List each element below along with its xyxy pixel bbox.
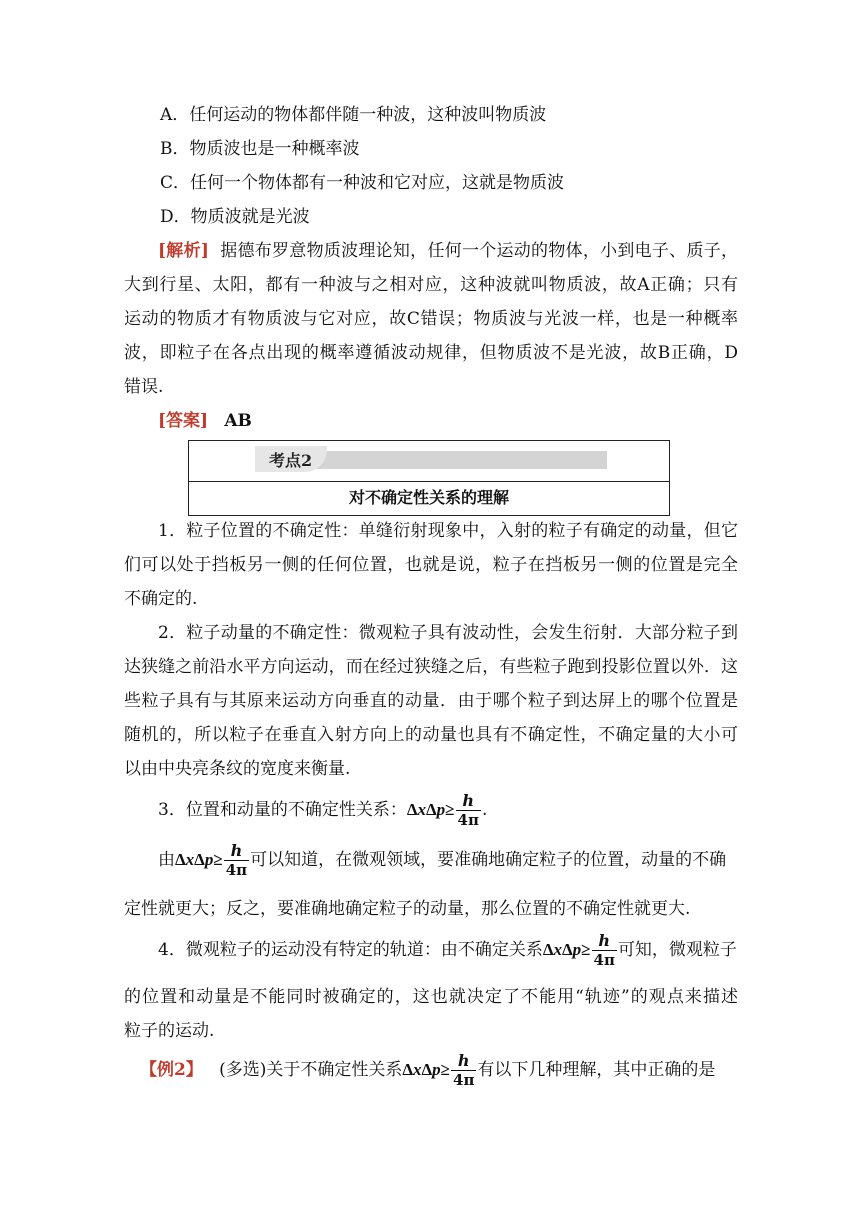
answer-tag: [答案] bbox=[158, 411, 209, 431]
point-1-line-1: 1．粒子位置的不确定性：单缝衍射现象中，入射的粒子有确定的动量，但它 bbox=[158, 521, 738, 541]
point-3-line-3: 定性就更大；反之，要准确地确定粒子的动量，那么位置的不确定性就更大. bbox=[124, 899, 691, 919]
analysis-line-4: 波，即粒子在各点出现的概率遵循波动规律，但物质波不是光波，故B正确，D bbox=[124, 343, 738, 363]
point-1-line-3: 不确定的. bbox=[124, 589, 198, 609]
uncertainty-formula: ΔxΔp≥ bbox=[175, 850, 223, 869]
h-over-4pi: $\frac{h}{4\pi}$ bbox=[225, 841, 248, 879]
option-c: C．任何一个物体都有一种波和它对应，这就是物质波 bbox=[160, 173, 565, 193]
h-over-4pi: $\frac{h}{4\pi}$ bbox=[453, 1051, 475, 1089]
example-tag: 【例2】 bbox=[140, 1060, 203, 1080]
section-box bbox=[188, 440, 670, 516]
point-4-line-2: 的位置和动量是不能同时被确定的，这也就决定了不能用“轨迹”的观点来描述 bbox=[124, 987, 738, 1007]
point-4-line-3: 粒子的运动. bbox=[124, 1021, 215, 1041]
uncertainty-formula: ΔxΔp≥ bbox=[402, 1060, 451, 1079]
answer-line bbox=[158, 410, 252, 432]
point-4-line-1: 4．微观粒子的运动没有特定的轨道：由不确定关系ΔxΔp≥ $\frac{h}{4\pi}$ 可知，微观粒子 bbox=[158, 931, 737, 969]
uncertainty-formula: ΔxΔp≥ bbox=[542, 940, 591, 959]
point-3-line-1: 3．位置和动量的不确定性关系：ΔxΔp≥ $\frac{h}{4\pi}$ . bbox=[158, 791, 488, 829]
example-2-line: 【例2】 (多选)关于不确定性关系ΔxΔp≥ $\frac{h}{4\pi}$ 有以下几种理解，其中正确的是 bbox=[140, 1051, 716, 1089]
point-2-line-1: 2．粒子动量的不确定性：微观粒子具有波动性，会发生衍射．大部分粒子到 bbox=[158, 623, 738, 643]
point-2-line-3: 些粒子具有与其原来运动方向垂直的动量．由于哪个粒子到达屏上的哪个位置是 bbox=[124, 691, 738, 711]
h-over-4pi: $\frac{h}{4\pi}$ bbox=[593, 931, 615, 969]
section-title: 对不确定性关系的理解 bbox=[348, 488, 509, 507]
h-over-4pi: $\frac{h}{4\pi}$ bbox=[457, 791, 479, 829]
point-2-line-5: 以由中央亮条纹的宽度来衡量. bbox=[124, 759, 351, 779]
uncertainty-formula: ΔxΔp≥ bbox=[406, 800, 455, 819]
analysis-line-5: 错误. bbox=[124, 377, 164, 397]
point-1-line-2: 们可以处于挡板另一侧的任何位置，也就是说，粒子在挡板另一侧的位置是完全 bbox=[124, 555, 738, 575]
point-2-line-4: 随机的，所以粒子在垂直入射方向上的动量也具有不确定性，不确定量的大小可 bbox=[124, 725, 738, 745]
point-2-line-2: 达狭缝之前沿水平方向运动，而在经过狭缝之后，有些粒子跑到投影位置以外．这 bbox=[124, 657, 738, 677]
point-3-line-2: 由ΔxΔp≥ $\frac{h}{4\pi}$ 可以知道，在微观领域，要准确地确定粒子的位置，动量的不确 bbox=[158, 841, 727, 879]
option-a: A．任何运动的物体都伴随一种波，这种波叫物质波 bbox=[160, 105, 547, 125]
option-b: B．物质波也是一种概率波 bbox=[160, 139, 360, 159]
analysis-line-1: [解析] 据德布罗意物质波理论知，任何一个运动的物体，小到电子、质子， bbox=[158, 241, 738, 261]
analysis-line-3: 运动的物质才有物质波与它对应，故C错误；物质波与光波一样，也是一种概率 bbox=[124, 309, 738, 329]
option-d: D．物质波就是光波 bbox=[160, 207, 310, 227]
section-label: 考点2 bbox=[269, 451, 313, 470]
answer-value: AB bbox=[224, 411, 252, 431]
analysis-tag: [解析] bbox=[158, 241, 209, 261]
analysis-line-2: 大到行星、太阳，都有一种波与之相对应，这种波就叫物质波，故A正确；只有 bbox=[124, 275, 738, 295]
